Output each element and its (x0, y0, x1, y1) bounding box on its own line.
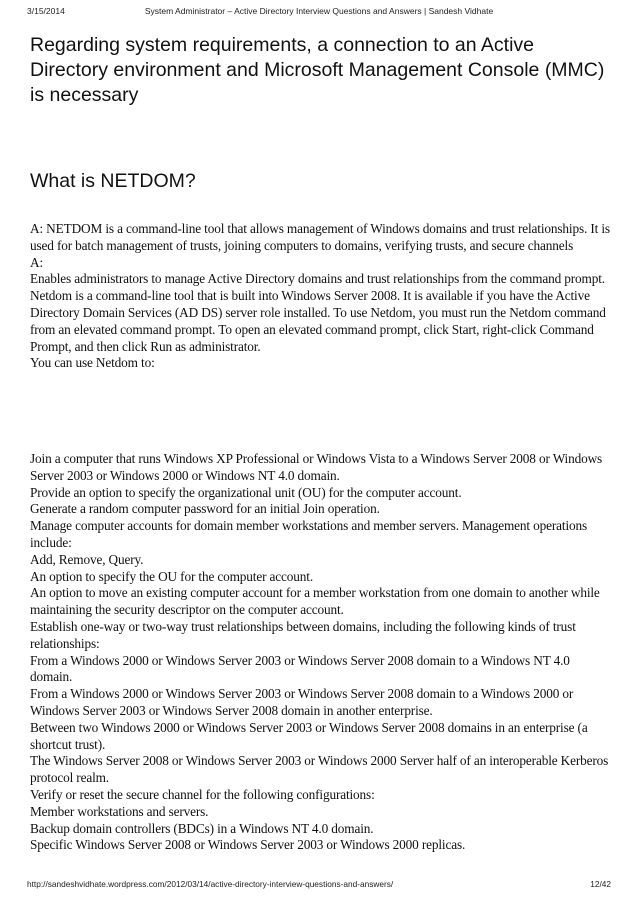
section-heading-requirements: Regarding system requirements, a connection to an Active Directory environment and Microsoft Management Console (MMC) is necessary (30, 34, 605, 106)
paragraph: Member workstations and servers. (30, 803, 209, 819)
paragraph: Generate a random computer password for an initial Join operation. (30, 501, 380, 517)
paragraph: Between two Windows 2000 or Windows Server 2003 or Windows Server 2008 domains in an enterprise (a shortcut trust). (30, 719, 588, 752)
paragraph: Verify or reset the secure channel for the following configurations: (30, 786, 375, 802)
paragraph: A: (30, 254, 43, 270)
paragraph: Add, Remove, Query. (30, 551, 144, 567)
paragraph: The Windows Server 2008 or Windows Server 2003 or Windows 2000 Server half of an interoperable Kerberos protocol realm. (30, 753, 609, 786)
paragraph: Manage computer accounts for domain member workstations and member servers. Management operations include: (30, 518, 588, 550)
paragraph: You can use Netdom to: (30, 355, 155, 371)
paragraph: Join a computer that runs Windows XP Professional or Windows Vista to a Windows Server 2008 or Windows Server 2003 or Windows 2000 or Windows NT 4.0 domain. (30, 451, 603, 483)
paragraph: Netdom is a command-line tool that is built into Windows Server 2008. It is available if you have the Active Directory Domain Services (AD DS) server role installed. To use Netdom, you must run the Netdom command from an elevated command prompt. To open an elevated command prompt, click Start, right-click Command Prompt, and then click Run as administrator. (30, 288, 606, 354)
paragraph: An option to specify the OU for the computer account. (30, 568, 314, 584)
paragraph: Establish one-way or two-way trust relationships between domains, including the following kinds of trust relationships: (30, 618, 576, 651)
page-number: 12/42 (590, 879, 611, 889)
paragraph: A: NETDOM is a command-line tool that allows management of Windows domains and trust relationships. It is used for batch management of trusts, joining computers to domains, verifying trusts, and secure channels (30, 221, 610, 253)
paragraph: Enables administrators to manage Active Directory domains and trust relationships from the command prompt. (30, 271, 605, 287)
header-date: 3/15/2014 (27, 6, 65, 16)
answer-block-intro (30, 221, 610, 372)
paragraph: From a Windows 2000 or Windows Server 2003 or Windows Server 2008 domain to a Windows 2000 or Windows Server 2003 or Windows Server 2008 domain in another enterprise. (30, 686, 574, 718)
paragraph: Specific Windows Server 2008 or Windows Server 2003 or Windows 2000 replicas. (30, 837, 466, 853)
paragraph: Backup domain controllers (BDCs) in a Windows NT 4.0 domain. (30, 820, 374, 836)
page-footer (27, 879, 611, 891)
page-header (27, 6, 611, 20)
footer-url: http://sandeshvidhate.wordpress.com/2012/03/14/active-directory-interview-questions-and-answers/ (27, 879, 394, 889)
section-heading-netdom: What is NETDOM? (30, 170, 196, 192)
answer-block-uses (30, 451, 610, 854)
header-title: System Administrator – Active Directory Interview Questions and Answers | Sandesh Vidhate (144, 6, 494, 16)
paragraph: From a Windows 2000 or Windows Server 2003 or Windows Server 2008 domain to a Windows NT 4.0 domain. (30, 652, 570, 685)
paragraph: Provide an option to specify the organizational unit (OU) for the computer account. (30, 484, 462, 500)
paragraph: An option to move an existing computer account for a member workstation from one domain to another while maintaining the security descriptor on the computer account. (30, 585, 600, 618)
